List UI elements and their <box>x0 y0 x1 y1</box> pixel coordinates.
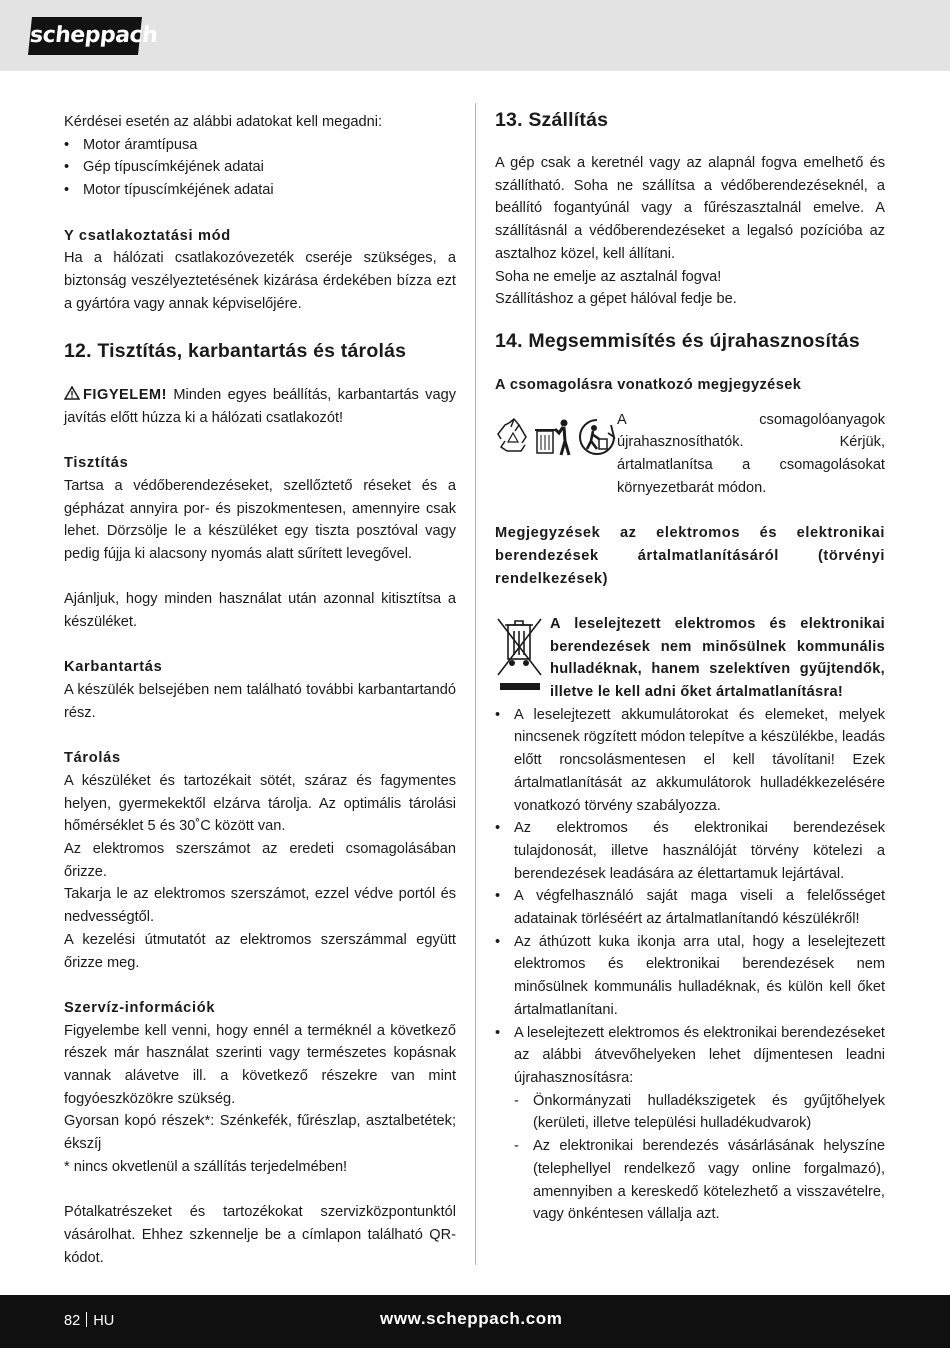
storage-title: Tárolás <box>64 750 121 767</box>
language-code: HU <box>93 1313 115 1329</box>
intro-list <box>64 134 456 202</box>
weee-list <box>495 704 885 1090</box>
cleaning-recommendation: Ajánljuk, hogy minden használat után azonnal kitisztítsa a készüléket. <box>64 591 456 630</box>
service-paragraph: Figyelembe kell venni, hogy ennél a terméknél a következő részek már használat szerinti vagy természetes kopásnak vannak alávetve ill. a következő részekre van mint fogyóeszközökre szükség. <box>64 1022 456 1107</box>
service-paragraph: Gyorsan kopó részek*: Szénkefék, fűrészlap, asztalbetétek; ékszíj <box>64 1113 456 1153</box>
maintenance-text: A készülék belsejében nem található további karbantartandó rész. <box>64 682 456 721</box>
website-link[interactable]: www.scheppach.com <box>380 1309 563 1328</box>
warning-paragraph <box>64 384 456 429</box>
trash-bin-person-icon <box>535 417 575 457</box>
scheppach-logo[interactable]: scheppach <box>28 17 142 55</box>
weee-note <box>495 613 885 704</box>
y-connection-text: Ha a hálózati csatlakozóvezeték cseréje szükséges, a biztonság veszélyeztetésének kizárása érdekében bízza ezt a gyártóra vagy annak képviselőjére. <box>64 250 456 312</box>
crossed-bin-weee-icon <box>495 617 545 693</box>
storage-paragraph: Takarja le az elektromos szerszámot, ezzel védve portól és nedvességtől. <box>64 886 456 926</box>
spare-parts-text: Pótalkatrészeket és tartozékokat szervizközpontunktól vásárolhat. Ehhez szkennelje be a címlapon található QR-kódot. <box>64 1204 456 1266</box>
page-number-value: 82 <box>64 1313 81 1329</box>
recycle-icon <box>495 417 533 457</box>
list-item: • A végfelhasználó saját maga viseli a felelősséget adatainak törléséért az ártalmatlanítandó készülékről! <box>495 885 885 930</box>
service-paragraph: * nincs okvetlenül a szállítás terjedelmében! <box>64 1158 348 1175</box>
warning-label: FIGYELEM! <box>83 387 167 403</box>
footer-bar <box>0 1295 950 1348</box>
tidyman-icon <box>577 417 617 457</box>
section-12-title: 12. Tisztítás, karbantartás és tárolás <box>64 340 407 362</box>
left-column <box>64 111 456 1269</box>
section-14-title: 14. Megsemmisítés és újrahasznosítás <box>495 329 860 352</box>
cleaning-text: Tartsa a védőberendezéseket, szellőztető réseket és a gépházat annyira por- és piszokmentesen, amennyire csak lehet. Dörzsölje le a készüléket egy tiszta posztóval vagy pedig fújja ki alacsony nyomás alatt sűrített levegővel. <box>64 477 456 562</box>
transport-line: Soha ne emelje az asztalnál fogva! <box>495 268 722 285</box>
list-item: - Önkormányzati hulladékszigetek és gyűjtőhelyek (kerületi, illetve települési hulladékudvarok) <box>514 1090 885 1135</box>
packaging-note <box>495 409 885 500</box>
right-column <box>495 111 885 1226</box>
warning-text: Minden egyes beállítás, karbantartás vagy javítás előtt húzza ki a hálózati csatlakozót! <box>64 387 456 426</box>
page-number <box>64 1312 114 1329</box>
packaging-text: A csomagolóanyagok újrahasznosíthatók. Kérjük, ártalmatlanítsa a csomagolásokat környezetbarát módon. <box>617 411 885 496</box>
storage-paragraph: A kezelési útmutatót az elektromos szerszámmal együtt őrizze meg. <box>64 931 456 971</box>
storage-paragraph: Az elektromos szerszámot az eredeti csomagolásában őrizze. <box>64 841 456 880</box>
list-item: • Motor áramtípusa <box>64 134 456 157</box>
section-13-title: 13. Szállítás <box>495 109 609 131</box>
list-item: • A leselejtezett akkumulátorokat és elemeket, melyek nincsenek rögzített módon telepítve a készülékbe, leadás előtt roncsolásmentesen el kell távolítani! Ezek ártalmatlanítását az akkumulátorok hulladékkezelésére vonatkozó törvény szabályozza. <box>495 704 885 818</box>
service-title: Szervíz-információk <box>64 999 216 1016</box>
list-item: - Az elektronikai berendezés vásárlásának helyszíne (telephellyel rendelkező vagy online forgalmazó), amennyiben a kereskedő kötelezhető a visszavételre, vagy önkéntesen vállalja azt. <box>514 1135 885 1226</box>
warning-triangle-icon <box>64 386 80 400</box>
list-item: • Motor típuscímkéjének adatai <box>64 179 456 202</box>
column-divider <box>475 103 476 1265</box>
packaging-title: A csomagolásra vonatkozó megjegyzések <box>495 376 802 393</box>
intro-text: Kérdései esetén az alábbi adatokat kell megadni: <box>64 114 383 130</box>
transport-line: Szállításhoz a gépet hálóval fedje be. <box>495 291 737 308</box>
y-connection-title: Y csatlakoztatási mód <box>64 227 231 244</box>
weee-bold-notice: A leselejtezett elektromos és elektronikai berendezések nem minősülnek kommunális hulladéknak, hanem szelektíven gyűjtendők, illetve le kell adni őket ártalmatlanításra! <box>550 615 885 701</box>
list-item: • Gép típuscímkéjének adatai <box>64 156 456 179</box>
packaging-icons <box>495 417 617 457</box>
header-bar <box>0 0 950 71</box>
list-item: • A leselejtezett elektromos és elektronikai berendezéseket az alábbi átvevőhelyeken lehet díjmentesen leadni újrahasznosításra: <box>495 1022 885 1090</box>
maintenance-title: Karbantartás <box>64 659 163 676</box>
weee-title: Megjegyzések az elektromos és elektronikai berendezések ártalmatlanításáról (törvényi rendelkezések) <box>495 525 885 587</box>
storage-paragraph: A készüléket és tartozékait sötét, száraz és fagymentes helyen, gyermekektől elzárva tárolja. Az optimális tárolási hőmérséklet 5 és 30˚C között van. <box>64 772 456 835</box>
list-item: • Az áthúzott kuka ikonja arra utal, hogy a leselejtezett elektromos és elektronikai berendezések nem minősülnek kommunális hulladéknak, és külön kell őket ártalmatlanítani. <box>495 931 885 1022</box>
list-item: • Az elektromos és elektronikai berendezések tulajdonosát, illetve használóját törvény kötelezi a berendezések leadására az élettartamuk lejártával. <box>495 817 885 885</box>
collection-points-list <box>495 1090 885 1226</box>
transport-text: A gép csak a keretnél vagy az alapnál fogva emelhető és szállítható. Soha ne szállítsa a védőberendezéseknél, a beállító fogantyúnál vagy a fűrészasztalnál emelve. A szállításnál a védőberendezéseket a legalsó pozícióba az asztalhoz közel, kell állítani. <box>495 155 885 262</box>
cleaning-title: Tisztítás <box>64 455 129 472</box>
